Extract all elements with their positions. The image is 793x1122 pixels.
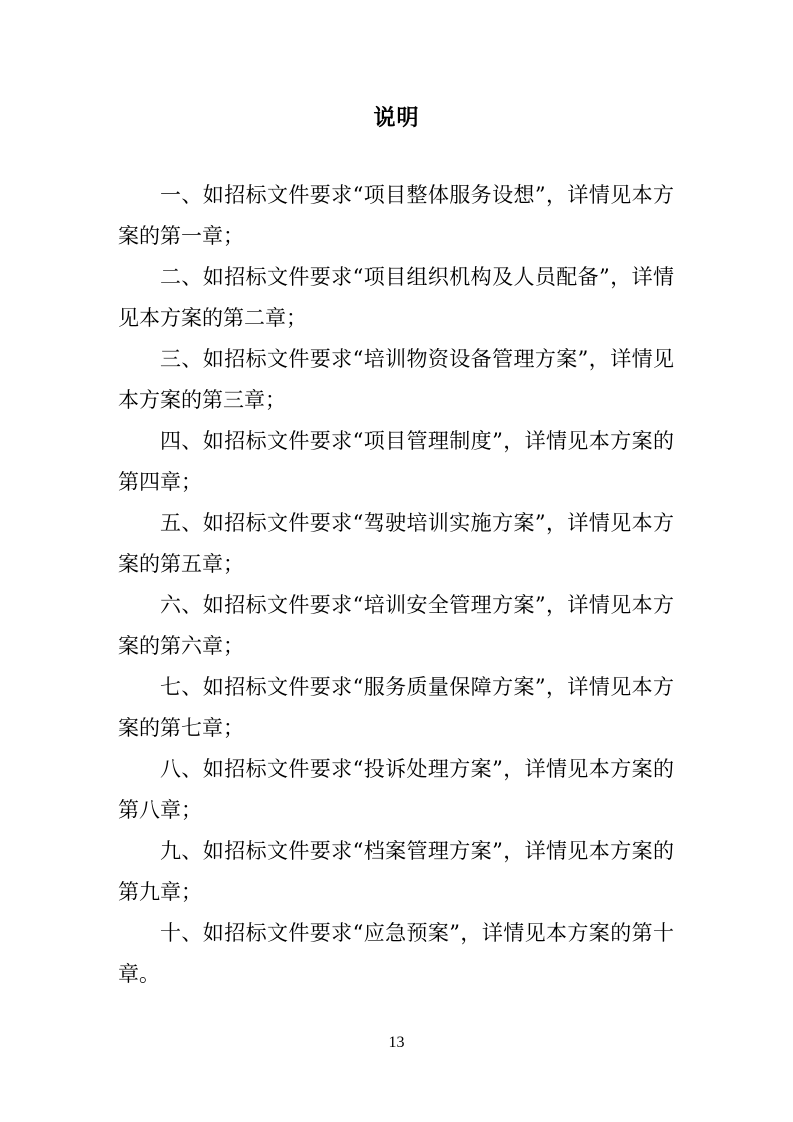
- document-body: [118, 175, 674, 995]
- page-number: 13: [388, 1034, 405, 1051]
- paragraph-8: 八、如招标文件要求“投诉处理方案”，详情见本方案的第八章；: [118, 757, 674, 822]
- paragraph-4: 四、如招标文件要求“项目管理制度”，详情见本方案的第四章；: [118, 429, 674, 494]
- page-title: 说明: [373, 105, 420, 131]
- paragraph-3: 三、如招标文件要求“培训物资设备管理方案”，详情见本方案的第三章；: [118, 347, 674, 412]
- paragraph-1: 一、如招标文件要求“项目整体服务设想”，详情见本方案的第一章；: [118, 183, 674, 248]
- paragraph-9: 九、如招标文件要求“档案管理方案”，详情见本方案的第九章；: [118, 839, 674, 904]
- paragraph-6: 六、如招标文件要求“培训安全管理方案”，详情见本方案的第六章；: [118, 593, 674, 658]
- paragraph-10: 十、如招标文件要求“应急预案”，详情见本方案的第十章。: [118, 921, 674, 986]
- paragraph-2: 二、如招标文件要求“项目组织机构及人员配备”，详情见本方案的第二章；: [118, 265, 674, 330]
- paragraph-5: 五、如招标文件要求“驾驶培训实施方案”，详情见本方案的第五章；: [118, 511, 674, 576]
- paragraph-7: 七、如招标文件要求“服务质量保障方案”，详情见本方案的第七章；: [118, 675, 674, 740]
